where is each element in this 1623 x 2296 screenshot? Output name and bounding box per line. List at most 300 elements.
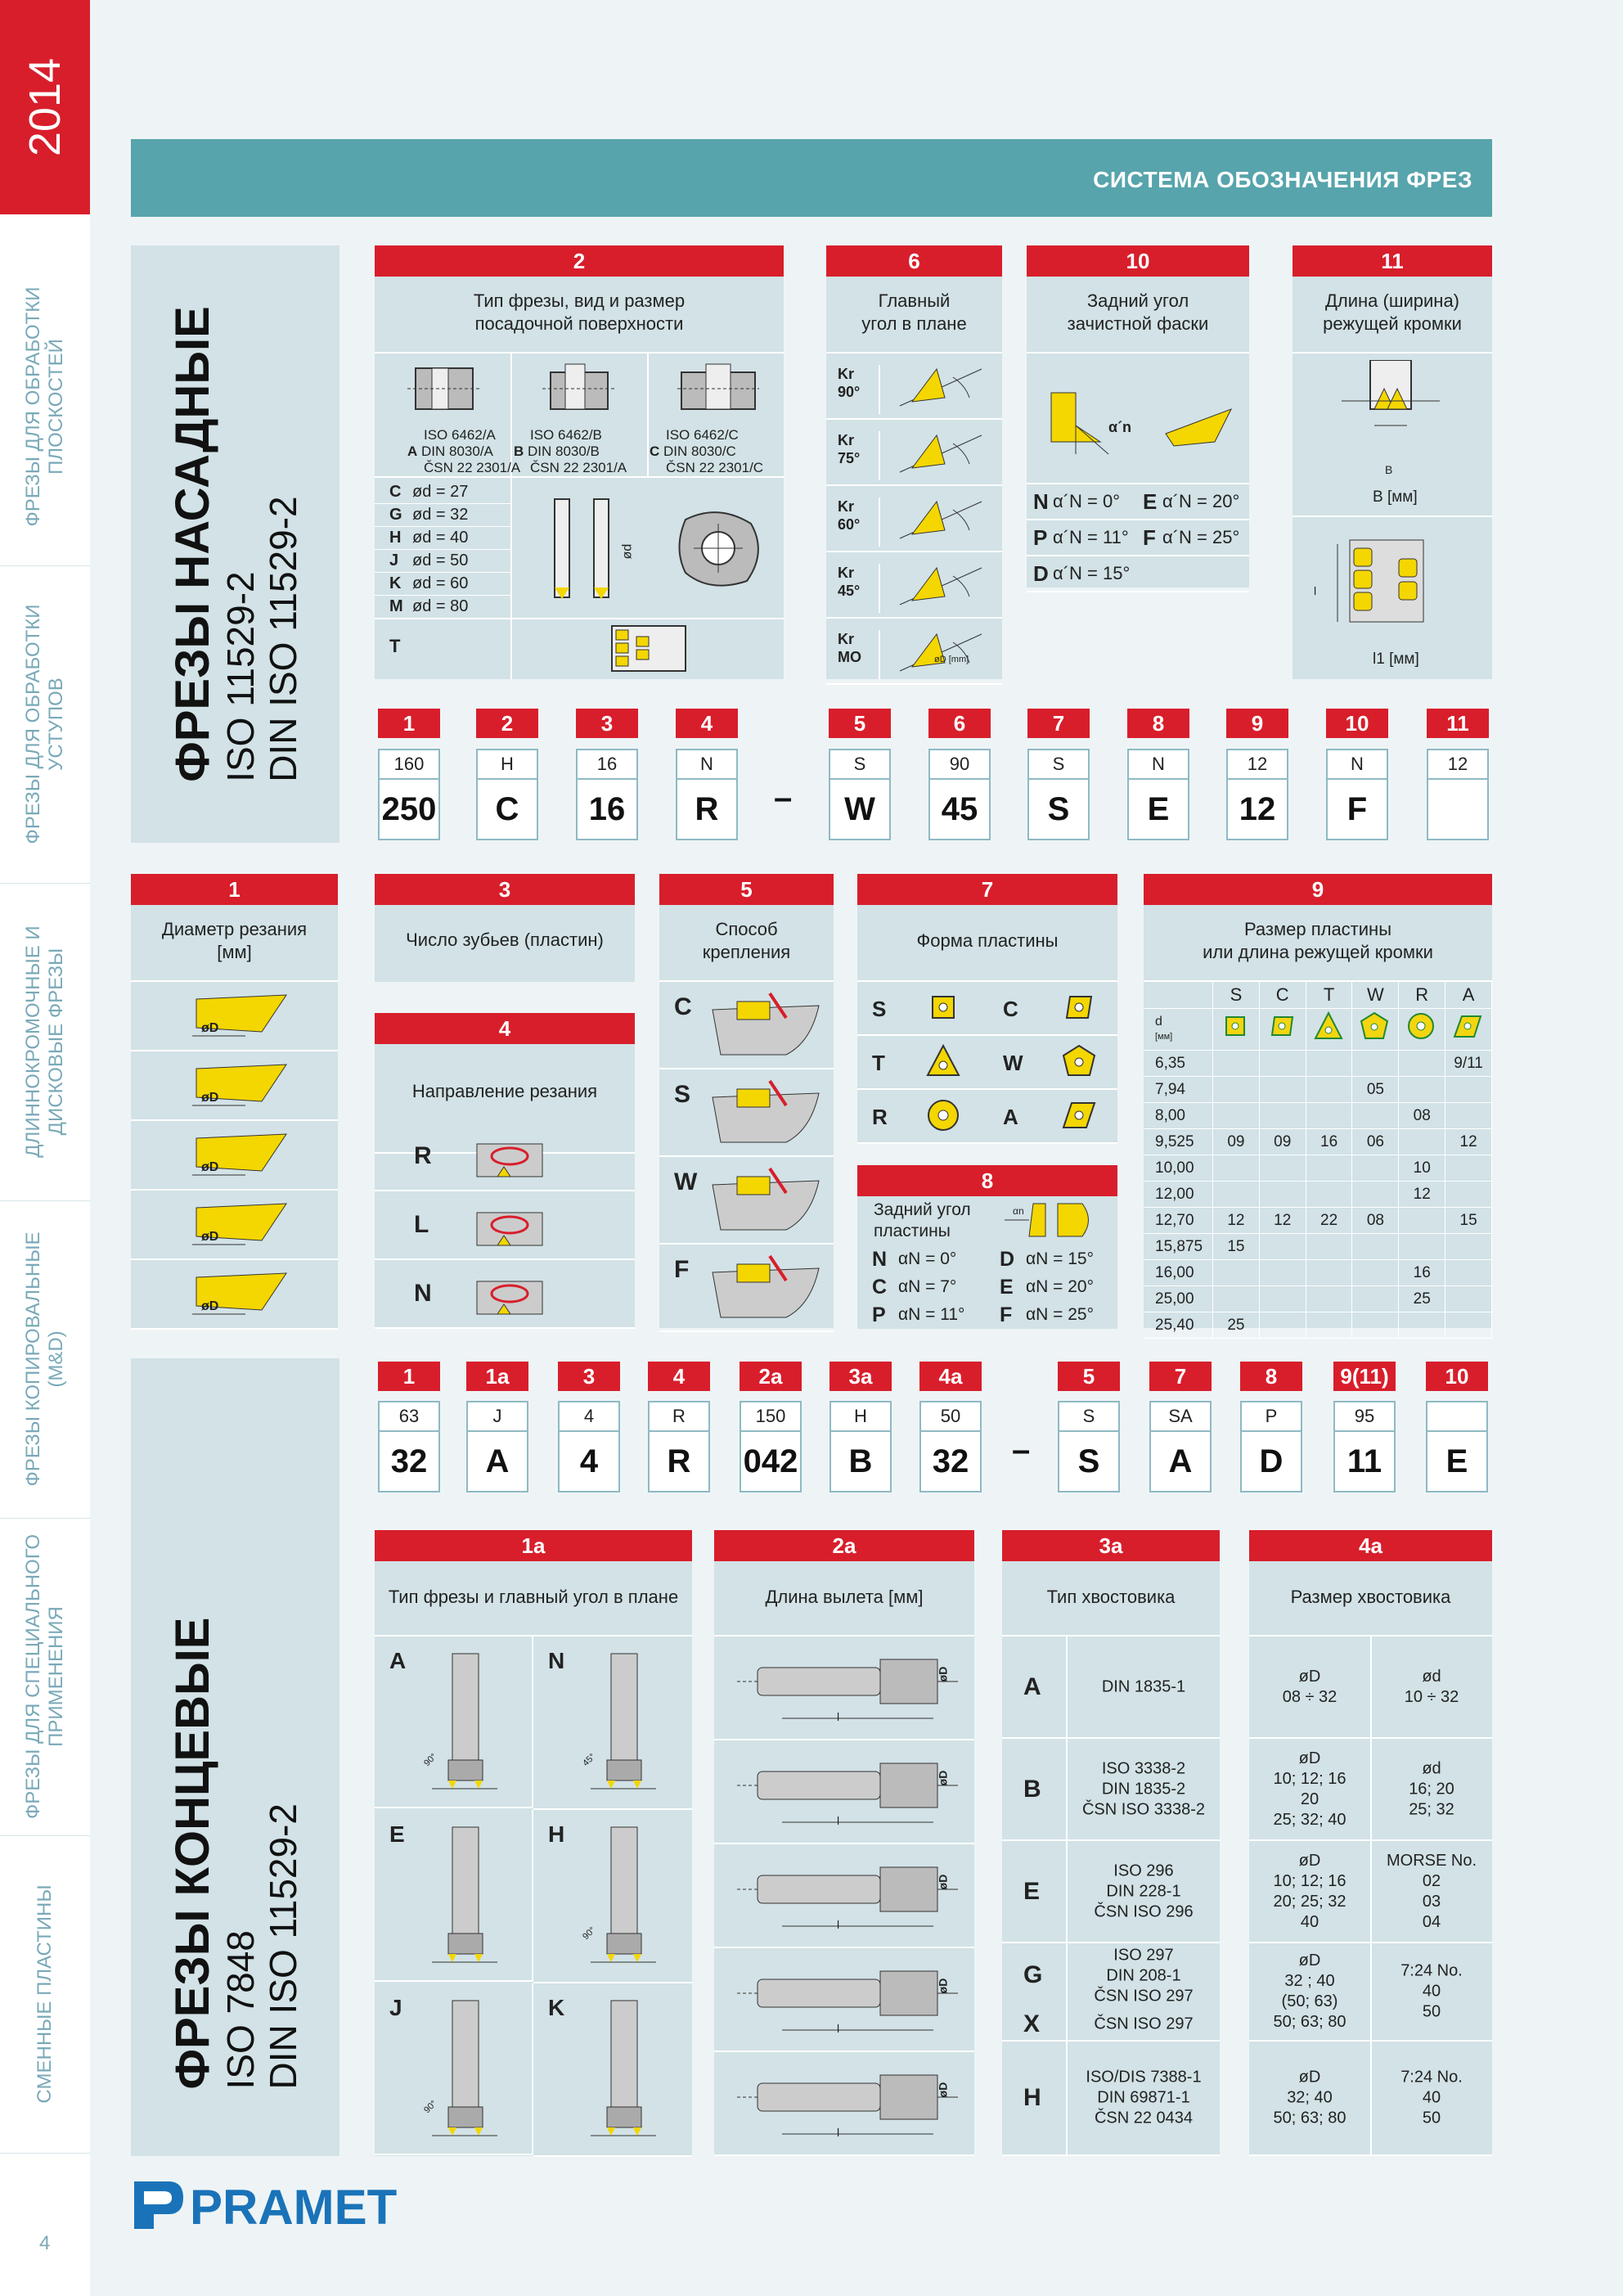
shank-size-value: 20; 25; 32 xyxy=(1273,1892,1347,1911)
std: ISO 6462/B xyxy=(530,427,602,443)
shank-type-letter: A xyxy=(1023,1672,1041,1700)
cutter-diameter-icon xyxy=(180,1126,303,1183)
table-cell: 12 xyxy=(1399,1182,1445,1208)
shank-holder-icon xyxy=(721,1747,966,1837)
table-header-cell: C xyxy=(1259,982,1306,1009)
kr-label xyxy=(838,564,880,613)
size-value: ød = 80 xyxy=(412,597,469,615)
box-number: 2a xyxy=(714,1530,974,1561)
kr-symbol: Kr xyxy=(838,366,855,382)
code-example-value: P xyxy=(1242,1402,1301,1432)
sidebar-tab-label: ФРЕЗЫ ДЛЯ ОБРАБОТКИ ПЛОСКОСТЕЙ xyxy=(22,286,67,527)
box-number: 1a xyxy=(375,1530,692,1561)
code-value: A xyxy=(485,1443,510,1479)
shape-row xyxy=(857,982,1117,1036)
sidebar-tab-6[interactable] xyxy=(0,1835,90,2154)
diameter-row xyxy=(131,1260,338,1330)
insert-icon-cell xyxy=(1445,1009,1492,1051)
shank-standards xyxy=(1068,2015,1220,2035)
section1-std2: DIN ISO 11529-2 xyxy=(261,496,304,782)
box-caption xyxy=(826,277,1002,353)
shank-size-value: 50; 63; 80 xyxy=(1273,2013,1347,2031)
code-position-number: 9(11) xyxy=(1333,1362,1396,1391)
sidebar-tab-3[interactable] xyxy=(0,883,90,1201)
kr-label xyxy=(838,497,880,547)
divider xyxy=(375,476,784,478)
table-cell: 25 xyxy=(1213,1312,1260,1339)
shank-type-row xyxy=(1002,1943,1220,2009)
shank-type-row xyxy=(1002,2042,1220,2156)
page-number: 4 xyxy=(39,2232,51,2254)
table-cell xyxy=(1306,1103,1352,1129)
od-label: øD xyxy=(201,1299,219,1313)
mill-type-cell xyxy=(533,1636,692,1810)
angle-value: αN = 0° xyxy=(898,1249,957,1268)
end-mill-icon xyxy=(574,1823,672,1970)
shank-size-value: 32 ; 40 xyxy=(1284,1972,1335,1990)
code-box xyxy=(558,1401,620,1492)
shank-size-value: 20 xyxy=(1300,1790,1320,1808)
caption-line: пластины xyxy=(874,1222,951,1240)
table-header-cell xyxy=(1144,982,1213,1009)
cutter-diameter-icon xyxy=(180,987,303,1044)
angle-value: α´N = 15° xyxy=(1053,563,1131,583)
code-value: F xyxy=(1347,791,1368,827)
end-mill-icon xyxy=(416,1823,514,1970)
shank-type-letter: H xyxy=(1023,2084,1041,2111)
table-icon-row xyxy=(1144,1009,1492,1051)
mill-type-letter: K xyxy=(548,1995,565,2020)
divider xyxy=(1293,515,1492,517)
size-row xyxy=(375,550,510,573)
table-cell xyxy=(1306,1182,1352,1208)
code-position-number: 7 xyxy=(1149,1362,1212,1391)
size-t: T xyxy=(389,636,401,656)
caption-line: посадочной поверхности xyxy=(474,313,684,334)
shank-type-letter: G xyxy=(1023,1961,1043,1988)
caption-line: [мм] xyxy=(217,942,252,962)
table-cell: 22 xyxy=(1306,1208,1352,1234)
table-cell: 9,525 xyxy=(1144,1129,1213,1155)
shank-size-cell xyxy=(1371,2068,1492,2129)
overhang-row xyxy=(714,1636,974,1740)
table-row xyxy=(1144,1208,1492,1234)
overhang-rows xyxy=(714,1636,974,2156)
table-cell xyxy=(1445,1182,1492,1208)
b-label: B xyxy=(1385,463,1393,476)
size-row xyxy=(375,527,510,550)
shank-size-value: øD xyxy=(1298,2068,1321,2087)
table-cell: 8,00 xyxy=(1144,1103,1213,1129)
code-value: R xyxy=(695,791,719,827)
clamping-rows xyxy=(659,982,834,1332)
direction-row xyxy=(375,1191,635,1260)
code-example-value: 160 xyxy=(380,750,438,780)
d-label: d xyxy=(1155,1015,1162,1029)
shank-size-value: 10; 12; 16 xyxy=(1273,1871,1347,1890)
od-label: øD xyxy=(936,2082,950,2098)
sidebar-tab-1[interactable] xyxy=(0,248,90,566)
table-cell xyxy=(1399,1129,1445,1155)
table-cell xyxy=(1445,1312,1492,1339)
letter: B xyxy=(514,443,524,459)
code-box xyxy=(1058,1401,1120,1492)
shape-row xyxy=(857,1090,1117,1144)
table-row xyxy=(1144,1129,1492,1155)
shape-letter: C xyxy=(1003,997,1018,1021)
size-list xyxy=(375,481,510,619)
table-cell: 25 xyxy=(1399,1286,1445,1312)
std: ČSN 22 2301/A xyxy=(424,460,521,475)
shank-size-row xyxy=(1249,2042,1492,2156)
size-letter: J xyxy=(389,551,399,569)
box-caption xyxy=(1293,277,1492,353)
size-value: ød = 40 xyxy=(412,529,469,547)
shank-size-value: 10 ÷ 32 xyxy=(1404,1687,1459,1706)
shank-standard: DIN 1835-2 xyxy=(1101,1780,1186,1798)
diameter-rows xyxy=(131,982,338,1330)
table-cell: 10,00 xyxy=(1144,1155,1213,1182)
divider xyxy=(375,618,784,619)
lead-angle-icon xyxy=(892,622,990,679)
angle-label: 90° xyxy=(422,1751,439,1769)
code-box xyxy=(1149,1401,1212,1492)
size-value: ød = 50 xyxy=(412,551,469,569)
shank-holder-icon xyxy=(721,1851,966,1941)
shank-size-value: 7:24 No. xyxy=(1400,2068,1463,2087)
table-cell xyxy=(1352,1103,1399,1129)
std: ČSN 22 2301/C xyxy=(666,460,764,475)
size-row xyxy=(375,596,510,619)
code-example-value: 4 xyxy=(560,1402,618,1432)
shank-size-row xyxy=(1249,1841,1492,1943)
code-example-value: 50 xyxy=(921,1402,980,1432)
table-cell xyxy=(1399,1051,1445,1077)
shank-standard: ISO 3338-2 xyxy=(1101,1759,1186,1777)
table-cell: 25,40 xyxy=(1144,1312,1213,1339)
insert-icon-cell xyxy=(1399,1009,1445,1051)
lead-angle-icon xyxy=(892,357,990,414)
bore-keyway-icon xyxy=(669,503,767,593)
code-example-value: 12 xyxy=(1428,750,1487,780)
overhang-row xyxy=(714,1844,974,1948)
insert-shape-icon xyxy=(1059,987,1099,1028)
l-label: l xyxy=(837,2126,840,2139)
caption-line: зачистной фаски xyxy=(1067,313,1209,334)
clearance-angle-icon xyxy=(1043,376,1239,466)
angle-value: αN = 20° xyxy=(1026,1277,1094,1296)
mill-type-grid xyxy=(375,1636,692,2156)
size-row xyxy=(375,504,510,527)
code-position-number: 9 xyxy=(1226,709,1288,738)
table-header-cell: S xyxy=(1213,982,1260,1009)
angle-value: αN = 7° xyxy=(898,1277,957,1296)
caption-line: крепления xyxy=(702,942,791,962)
box-1a xyxy=(375,1530,692,2156)
table-cell: 16,00 xyxy=(1144,1260,1213,1286)
shank-size-value: øD xyxy=(1298,1952,1321,1970)
table-cell: 12,00 xyxy=(1144,1182,1213,1208)
clearance-row xyxy=(1027,484,1249,520)
sidebar-tab-2[interactable] xyxy=(0,565,90,884)
size-letter: M xyxy=(389,597,403,615)
banner-title: СИСТЕМА ОБОЗНАЧЕНИЯ ФРЕЗ xyxy=(1093,167,1472,192)
code-box xyxy=(466,1401,528,1492)
diameter-row xyxy=(131,982,338,1051)
caption-line: угол в плане xyxy=(861,313,967,334)
angle-label: αn xyxy=(1013,1205,1024,1217)
shank-size-cell xyxy=(1249,2068,1370,2129)
od-mm-label: øD [mm] xyxy=(934,655,969,664)
insert-shape-icon xyxy=(923,987,964,1028)
overhang-row xyxy=(714,1948,974,2052)
shank-size-value: 50 xyxy=(1422,2109,1441,2127)
clearance-row xyxy=(1027,556,1249,592)
table-cell: 12,70 xyxy=(1144,1208,1213,1234)
table-cell xyxy=(1259,1051,1306,1077)
code-example-value: N xyxy=(1129,750,1188,780)
table-cell xyxy=(1213,1077,1260,1103)
size-value: ød = 32 xyxy=(412,506,469,524)
table-cell: 08 xyxy=(1399,1103,1445,1129)
insert-size-table-body xyxy=(1144,982,1492,1339)
insert-icon-cell xyxy=(1352,1009,1399,1051)
diameter-row xyxy=(131,1191,338,1260)
std: ISO 6462/A xyxy=(424,427,496,443)
code-box xyxy=(1326,749,1388,840)
caption-line: Главный xyxy=(878,290,951,311)
table-cell xyxy=(1352,1312,1399,1339)
angle-row xyxy=(826,552,1002,619)
angle-value: αN = 25° xyxy=(1026,1305,1094,1324)
box-number: 10 xyxy=(1027,245,1249,277)
code-letter: N xyxy=(1033,489,1049,514)
diameter-row xyxy=(131,1121,338,1191)
sidebar-tab-5[interactable] xyxy=(0,1518,90,1836)
shank-standards xyxy=(1068,2068,1220,2129)
table-row xyxy=(1144,1182,1492,1208)
section2-std1: ISO 7848 xyxy=(218,1929,262,2089)
d-mm-label: [мм] xyxy=(1155,1032,1173,1042)
cutter-diameter-icon xyxy=(180,1195,303,1253)
size-letter: H xyxy=(389,529,402,547)
insert-shape-icon xyxy=(1265,1009,1301,1045)
angle-rows xyxy=(826,353,1002,685)
letter: A xyxy=(407,443,418,459)
overhang-row xyxy=(714,1740,974,1844)
box-caption: Число зубьев (пластин) xyxy=(406,930,604,950)
box-number: 11 xyxy=(1293,245,1492,277)
b-mm-label: B [мм] xyxy=(1373,488,1418,506)
code-box xyxy=(829,1401,892,1492)
table-cell: 05 xyxy=(1352,1077,1399,1103)
type-b-standards xyxy=(514,427,627,476)
clamping-method-icon xyxy=(704,1248,827,1326)
sidebar-tab-label: СМЕННЫЕ ПЛАСТИНЫ xyxy=(34,1884,56,2104)
code-example-value: S xyxy=(830,750,889,780)
mill-type-letter: H xyxy=(548,1821,565,1847)
code-letter: C xyxy=(872,1276,888,1299)
code-letter: E xyxy=(1143,489,1158,514)
angle-label: α´n xyxy=(1108,419,1132,435)
table-cell xyxy=(1399,1312,1445,1339)
angle-value: α´N = 20° xyxy=(1162,491,1240,511)
type-a-standards xyxy=(407,427,520,476)
table-cell xyxy=(1259,1286,1306,1312)
shank-standard: ČSN ISO 3338-2 xyxy=(1081,1800,1206,1818)
table-cell: 16 xyxy=(1399,1260,1445,1286)
box-1 xyxy=(131,874,338,1328)
od-label: øD xyxy=(201,1230,219,1244)
box-number: 3 xyxy=(375,874,635,905)
lead-angle-icon xyxy=(892,423,990,480)
shank-standard: DIN 1835-1 xyxy=(1101,1677,1186,1695)
table-row xyxy=(1144,1103,1492,1129)
code-letter: E xyxy=(1000,1276,1014,1299)
box-2a xyxy=(714,1530,974,2156)
shank-type-row xyxy=(1002,1739,1220,1841)
mill-type-letter: E xyxy=(389,1821,405,1847)
box-number: 4 xyxy=(375,1013,635,1044)
shank-size-cell xyxy=(1371,1667,1492,1708)
insert-icon-cell xyxy=(1213,1009,1260,1051)
box-4 xyxy=(375,1013,635,1328)
kr-symbol: Kr xyxy=(838,498,855,515)
edge-length-l1-icon xyxy=(1325,536,1448,630)
std: DIN 8030/B xyxy=(528,443,600,459)
code-value: R xyxy=(667,1443,691,1479)
insert-size-table xyxy=(1144,982,1492,1339)
insert-shape-icon xyxy=(1218,1009,1254,1045)
year-tab xyxy=(0,0,90,214)
code-example-value: 63 xyxy=(380,1402,438,1432)
mill-type-letter: A xyxy=(389,1648,407,1673)
mill-type-cell xyxy=(375,1810,533,1982)
shank-size-value: 40 xyxy=(1300,1912,1320,1931)
mill-type-cell xyxy=(533,1810,692,1983)
table-cell xyxy=(1306,1286,1352,1312)
table-cell xyxy=(1213,1182,1260,1208)
od-label: øD xyxy=(936,1666,950,1682)
shank-size-value: 16; 20 xyxy=(1409,1780,1454,1798)
code-value: S xyxy=(1047,791,1070,827)
pramet-logo-icon xyxy=(131,2177,401,2234)
insert-shape-icon xyxy=(923,1095,964,1136)
code-example-value: R xyxy=(650,1402,708,1432)
table-cell xyxy=(1213,1286,1260,1312)
caption-line: Способ xyxy=(715,919,778,939)
table-cell xyxy=(1259,1312,1306,1339)
code-position-number: 4a xyxy=(919,1362,982,1391)
divider xyxy=(510,353,512,679)
shank-size-cell xyxy=(1371,1851,1492,1933)
divider xyxy=(647,353,649,476)
table-cell xyxy=(1259,1234,1306,1260)
table-row xyxy=(1144,1234,1492,1260)
direction-letter: L xyxy=(414,1211,429,1238)
sidebar-tab-label: ДЛИННОКРОМОЧНЫЕ И ДИСКОВЫЕ ФРЕЗЫ xyxy=(22,925,67,1158)
table-cell xyxy=(1445,1260,1492,1286)
caption-line: Задний угол xyxy=(1086,290,1189,311)
code-example-value: S xyxy=(1029,750,1088,780)
shank-size-cell xyxy=(1249,1951,1370,2033)
pramet-logo xyxy=(131,2177,401,2238)
table-cell xyxy=(1352,1234,1399,1260)
code-box xyxy=(648,1401,710,1492)
code-position-number: 10 xyxy=(1326,709,1388,738)
code-value: 250 xyxy=(381,791,437,827)
l-label: l xyxy=(837,1918,840,1931)
shank-size-row xyxy=(1249,1636,1492,1739)
code-letter: P xyxy=(872,1303,886,1326)
clamping-letter: W xyxy=(674,1168,698,1195)
sidebar-tab-label: ФРЕЗЫ ДЛЯ СПЕЦИАЛЬНОГО ПРИМЕНЕНИЯ xyxy=(22,1533,67,1820)
shank-standard: ISO/DIS 7388-1 xyxy=(1086,2068,1202,2087)
insert-icon-cell xyxy=(1259,1009,1306,1051)
table-header-cell: W xyxy=(1352,982,1399,1009)
shank-size-value: 32; 40 xyxy=(1287,2088,1333,2107)
shank-type-row xyxy=(1002,2009,1220,2042)
l-label: l xyxy=(837,1814,840,1827)
table-cell xyxy=(1399,1077,1445,1103)
clamping-letter: F xyxy=(674,1256,690,1283)
insert-shape-icon xyxy=(1059,1041,1099,1082)
table-cell xyxy=(1352,1286,1399,1312)
code-example-value: S xyxy=(1059,1402,1118,1432)
clamping-letter: C xyxy=(674,993,692,1020)
angle-value: αN = 15° xyxy=(1026,1249,1094,1268)
insert-icon-cell xyxy=(1306,1009,1352,1051)
mill-type-cell xyxy=(533,1983,692,2157)
lead-angle-icon xyxy=(892,556,990,613)
code-value: 042 xyxy=(743,1443,798,1479)
caption-line: или длина режущей кромки xyxy=(1203,942,1433,962)
box-number: 7 xyxy=(857,874,1117,905)
shank-standards xyxy=(1068,1677,1220,1697)
insert-shape-icon xyxy=(1059,1095,1099,1136)
code-box xyxy=(740,1401,802,1492)
caption-line: Размер пластины xyxy=(1243,919,1392,939)
shank-size-rows xyxy=(1249,1636,1492,2156)
sidebar-tab-label: ФРЕЗЫ ДЛЯ ОБРАБОТКИ УСТУПОВ xyxy=(22,604,67,844)
box-9 xyxy=(1144,874,1492,1334)
table-row xyxy=(1144,1077,1492,1103)
code-dash: – xyxy=(774,780,793,816)
table-header-cell: R xyxy=(1399,982,1445,1009)
code-box xyxy=(1426,1401,1488,1492)
shank-size-value: 40 xyxy=(1422,2088,1441,2107)
shank-type-row xyxy=(1002,1841,1220,1943)
table-header-cell: T xyxy=(1306,982,1352,1009)
clearance-row xyxy=(857,1273,1117,1301)
code-box xyxy=(1027,749,1090,840)
kr-angle: 45° xyxy=(838,583,861,599)
sidebar-tab-4[interactable] xyxy=(0,1200,90,1519)
code-letter: F xyxy=(1143,525,1156,550)
box-number: 6 xyxy=(826,245,1002,277)
table-cell xyxy=(1306,1312,1352,1339)
std: DIN 8030/A xyxy=(421,443,493,459)
od-label: øD xyxy=(936,1978,950,1994)
code-value: 11 xyxy=(1347,1443,1382,1479)
code-value: E xyxy=(1147,791,1170,827)
section1-title-block xyxy=(131,245,339,843)
std: DIN 8030/C xyxy=(663,443,736,459)
overhang-row xyxy=(714,2052,974,2156)
clearance-rows xyxy=(857,1245,1117,1329)
size-letter: G xyxy=(389,506,402,524)
angle-value: α´N = 11° xyxy=(1053,527,1129,547)
